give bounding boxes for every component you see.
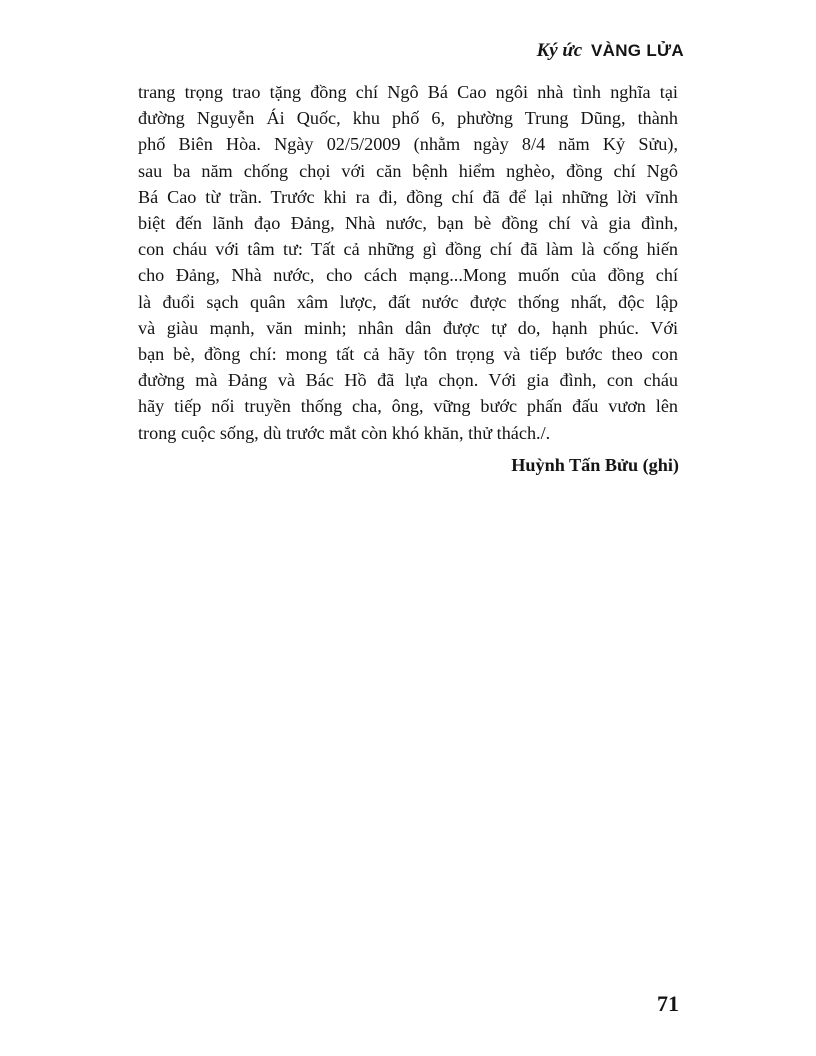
page-number: 71 xyxy=(657,991,679,1016)
text-line: hãy tiếp nối truyền thống cha, ông, vững bước phấn đấu vươn lên xyxy=(138,396,678,417)
text-line: bạn bè, đồng chí: mong tất cả hãy tôn trọng và tiếp bước theo con xyxy=(138,344,678,365)
text-line: và giàu mạnh, văn minh; nhân dân được tự do, hạnh phúc. Với xyxy=(138,317,678,338)
text-line: đường Nguyễn Ái Quốc, khu phố 6, phường Trung Dũng, thành xyxy=(138,108,678,129)
text-line: trang trọng trao tặng đồng chí Ngô Bá Cao ngôi nhà tình nghĩa tại xyxy=(138,82,678,102)
text-line: là đuổi sạch quân xâm lược, đất nước được thống nhất, độc lập xyxy=(138,291,678,312)
running-header xyxy=(537,40,684,62)
text-line: Bá Cao từ trần. Trước khi ra đi, đồng chí đã để lại những lời vĩnh xyxy=(138,186,678,207)
text-line: biệt đến lãnh đạo Đảng, Nhà nước, bạn bè đồng chí và gia đình, xyxy=(138,213,678,234)
header-book-title: VÀNG LỬA xyxy=(590,41,684,60)
text-line: trong cuộc sống, dù trước mắt còn khó khăn, thử thách./. xyxy=(138,422,551,443)
text-line: đường mà Đảng và Bác Hồ đã lựa chọn. Với gia đình, con cháu xyxy=(138,370,678,391)
author-byline: Huỳnh Tấn Bửu (ghi) xyxy=(511,455,679,475)
text-line: phố Biên Hòa. Ngày 02/5/2009 (nhằm ngày 8/4 năm Kỷ Sửu), xyxy=(138,134,678,155)
header-series-title: Ký ức xyxy=(536,40,583,61)
text-line: sau ba năm chống chọi với căn bệnh hiểm nghèo, đồng chí Ngô xyxy=(138,160,678,181)
text-line: con cháu với tâm tư: Tất cả những gì đồng chí đã làm là cống hiến xyxy=(138,239,678,260)
body-paragraph xyxy=(138,79,678,446)
text-line: cho Đảng, Nhà nước, cho cách mạng...Mong muốn của đồng chí xyxy=(138,265,678,286)
